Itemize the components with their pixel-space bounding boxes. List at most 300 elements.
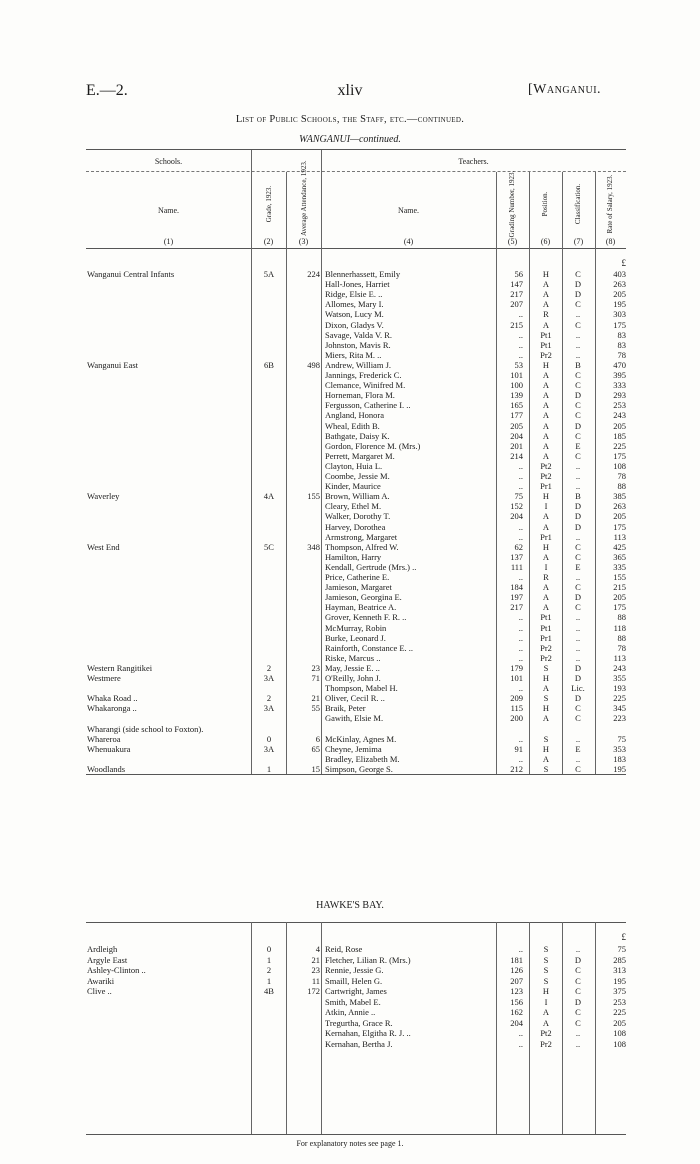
teacher-name: Jamieson, Margaret	[325, 582, 392, 593]
position: Pt1	[540, 622, 552, 633]
grade: 5C	[264, 541, 274, 552]
grading-number: ..	[518, 632, 523, 643]
table-row	[0, 997, 700, 1008]
position: Pt1	[540, 329, 552, 340]
salary: 83	[617, 339, 626, 350]
position: A	[542, 683, 550, 694]
grading-number: 217	[510, 289, 523, 300]
grading-number: 56	[514, 269, 523, 279]
teacher-name: Cartwright, James	[325, 986, 387, 996]
classification: ..	[575, 349, 581, 360]
teacher-name: Hall-Jones, Harriet	[325, 279, 390, 290]
grading-number: ..	[518, 460, 523, 471]
col-number: (8)	[605, 237, 616, 246]
grading-number: ..	[518, 1038, 523, 1049]
salary: 263	[613, 501, 626, 512]
grade: 1	[266, 975, 272, 986]
grading-number: ..	[518, 572, 523, 582]
grading-number: ..	[518, 652, 523, 663]
classification: C	[575, 370, 581, 380]
salary: 78	[617, 642, 626, 653]
table-row	[0, 1028, 700, 1039]
position: A	[542, 582, 550, 593]
position: H	[542, 673, 550, 683]
teacher-name: Brown, William A.	[325, 491, 390, 502]
position: S	[543, 954, 549, 965]
school-name: Wanganui East	[87, 359, 139, 370]
grading-number: 207	[510, 975, 523, 986]
teacher-name: Rennie, Jessie G.	[325, 965, 384, 975]
teacher-name: Wheal, Edith B.	[325, 420, 380, 431]
position: R	[543, 309, 549, 320]
salary: 175	[613, 521, 626, 532]
attendance: 172	[307, 986, 320, 996]
salary: 88	[617, 481, 626, 492]
salary: 108	[613, 1038, 626, 1049]
grading-number: 212	[510, 763, 523, 774]
position: I	[544, 996, 548, 1007]
position: R	[543, 572, 549, 582]
grading-number: 115	[510, 703, 523, 714]
school-name: Waverley	[87, 491, 120, 502]
grade: 0	[266, 944, 272, 954]
school-name: West End	[87, 541, 120, 552]
position: I	[544, 501, 548, 512]
classification: E	[575, 561, 581, 572]
classification: ..	[575, 339, 581, 350]
grade: 2	[266, 693, 272, 704]
teacher-name: Thompson, Alfred W.	[325, 541, 399, 552]
position: A	[542, 713, 550, 724]
position: Pr1	[540, 531, 552, 542]
position: A	[542, 289, 550, 300]
salary: 183	[613, 753, 626, 764]
teacher-name: Savage, Valda V. R.	[325, 329, 393, 340]
table-row	[0, 976, 700, 987]
classification: C	[575, 541, 581, 552]
teacher-name: Allomes, Mary I.	[325, 299, 384, 310]
classification: D	[574, 996, 582, 1007]
grading-number: ..	[518, 349, 523, 360]
grading-number: ..	[518, 521, 523, 532]
grading-number: 165	[510, 400, 523, 411]
grade: 3A	[263, 743, 275, 754]
table-row	[0, 986, 700, 997]
teacher-name: Jannings, Frederick C.	[325, 370, 402, 380]
salary: 88	[617, 632, 626, 643]
salary: 425	[613, 541, 626, 552]
salary: 108	[613, 1028, 626, 1038]
grade: 6B	[264, 359, 274, 370]
grading-number: ..	[518, 944, 523, 954]
school-name: Whakaronga ..	[87, 703, 137, 714]
school-name: Western Rangitikei	[87, 662, 153, 673]
grade: 1	[266, 954, 272, 965]
position: A	[542, 511, 550, 522]
page-number: xliv	[337, 82, 363, 99]
teacher-name: Atkin, Annie ..	[325, 1007, 376, 1017]
position: A	[542, 521, 550, 532]
position: Pt2	[540, 1028, 552, 1038]
classification: D	[574, 521, 582, 532]
salary: 285	[613, 954, 626, 965]
position: A	[542, 1007, 550, 1017]
school-name: Wharangi (side school to Foxton).	[87, 723, 204, 734]
classification: C	[575, 430, 581, 441]
school-name: Whareroa	[87, 733, 121, 744]
salary: 205	[613, 592, 626, 603]
classification: C	[575, 319, 581, 330]
salary: 155	[613, 572, 626, 582]
position: H	[542, 986, 550, 996]
classification: ..	[575, 622, 581, 633]
classification: D	[574, 662, 582, 673]
classification: ..	[575, 309, 581, 320]
attendance: 348	[307, 541, 320, 552]
classification: D	[574, 592, 582, 603]
table-row	[0, 1018, 700, 1029]
table-top-rule	[86, 149, 626, 150]
position: A	[542, 753, 550, 764]
salary: 263	[613, 279, 626, 290]
classification: ..	[575, 471, 581, 481]
position: A	[542, 602, 550, 613]
teacher-name: Braik, Peter	[325, 703, 366, 714]
attendance: 224	[307, 269, 320, 279]
position: A	[542, 1017, 550, 1028]
grade: 3A	[263, 703, 275, 714]
school-name: Awariki	[87, 975, 115, 986]
classification: C	[575, 986, 581, 996]
school-name: Argyle East	[87, 954, 128, 965]
grading-number: 91	[514, 743, 523, 754]
classification-header: Classification.	[574, 183, 582, 225]
classification: E	[575, 440, 581, 451]
salary-header: Rate of Salary, 1923.	[606, 174, 614, 234]
position: Pr2	[540, 652, 552, 663]
teacher-name: Coombe, Jessie M.	[325, 471, 390, 481]
teacher-name: Rainforth, Constance E. ..	[325, 642, 414, 653]
salary: 355	[613, 673, 626, 683]
position: A	[542, 592, 550, 603]
classification: C	[575, 703, 581, 714]
teacher-name: Fergusson, Catherine I. ..	[325, 400, 411, 411]
salary: 345	[613, 703, 626, 714]
classification: D	[574, 289, 582, 300]
grading-number: 184	[510, 582, 523, 593]
currency-symbol: £	[621, 258, 626, 268]
salary: 193	[613, 683, 626, 694]
teacher-name: Kernahan, Bertha J.	[325, 1038, 393, 1049]
grading-number: 177	[510, 410, 523, 421]
salary: 395	[613, 370, 626, 380]
salary: 215	[613, 582, 626, 593]
grading-number: ..	[518, 471, 523, 481]
col-number: (5)	[507, 237, 518, 246]
position: H	[542, 491, 550, 502]
position: A	[542, 410, 550, 421]
grading-number: 197	[510, 592, 523, 603]
teacher-name: Hayman, Beatrice A.	[325, 602, 397, 613]
salary: 365	[613, 551, 626, 562]
footnote: For explanatory notes see page 1.	[296, 1139, 404, 1148]
salary: 83	[617, 329, 626, 340]
salary: 108	[613, 460, 626, 471]
grading-number: 139	[510, 390, 523, 401]
classification: C	[575, 965, 581, 975]
schools-header: Schools.	[154, 157, 183, 166]
teacher-name: Jamieson, Georgina E.	[325, 592, 402, 603]
classification: ..	[575, 481, 581, 492]
running-head: [Wanganui.	[528, 82, 602, 97]
classification: ..	[575, 460, 581, 471]
grading-number: 100	[510, 380, 523, 391]
col-number: (4)	[403, 237, 414, 246]
position: Pr1	[540, 632, 552, 643]
position: S	[543, 944, 549, 954]
grade: 3A	[263, 673, 275, 683]
position: H	[542, 359, 550, 370]
teacher-name: Kinder, Maurice	[325, 481, 381, 492]
position: Pt2	[540, 471, 552, 481]
attendance-header: Average Attendance, 1923.	[300, 160, 308, 236]
salary: 253	[613, 400, 626, 411]
position: S	[543, 693, 549, 704]
salary: 185	[613, 430, 626, 441]
salary: 113	[613, 531, 626, 542]
grade-header: Grade, 1923.	[265, 185, 273, 223]
position: A	[542, 370, 550, 380]
classification: E	[575, 743, 581, 754]
region-title: WANGANUI—continued.	[299, 134, 401, 145]
grading-number: 181	[510, 954, 523, 965]
teacher-name: Kernahan, Elgitha R. J. ..	[325, 1028, 411, 1038]
grading-number: ..	[518, 642, 523, 653]
attendance: 21	[311, 693, 320, 704]
salary: 205	[613, 1017, 626, 1028]
position-header: Position.	[541, 191, 549, 217]
teacher-name: Bradley, Elizabeth M.	[325, 753, 400, 764]
salary: 335	[613, 561, 626, 572]
classification: B	[575, 359, 581, 370]
salary: 88	[617, 612, 626, 623]
teacher-name: Blennerhassett, Emily	[325, 269, 401, 279]
teacher-name: Riske, Marcus ..	[325, 652, 381, 663]
attendance: 15	[311, 763, 320, 774]
grade: 4B	[264, 986, 274, 996]
teacher-name: Smaill, Helen G.	[325, 975, 383, 986]
teacher-name: Burke, Leonard J.	[325, 632, 386, 643]
teacher-name: Kendall, Gertrude (Mrs.) ..	[325, 561, 417, 572]
salary: 293	[613, 390, 626, 401]
classification: ..	[575, 612, 581, 623]
classification: ..	[575, 642, 581, 653]
col-number: (3)	[298, 237, 309, 246]
grading-number: ..	[518, 733, 523, 744]
grading-number: 156	[510, 996, 523, 1007]
grading-number: 75	[514, 491, 523, 502]
grading-number: ..	[518, 481, 523, 492]
hawkes-bay-title: HAWKE'S BAY.	[316, 900, 384, 911]
teacher-name: Harvey, Dorothea	[325, 521, 386, 532]
teacher-name: Horneman, Flora M.	[325, 390, 395, 401]
classification: ..	[575, 632, 581, 643]
salary: 175	[613, 319, 626, 330]
table-row	[0, 944, 700, 955]
teachers-header: Teachers.	[458, 157, 489, 166]
grading-number: 207	[510, 299, 523, 310]
classification: C	[575, 299, 581, 310]
school-name: Woodlands	[87, 763, 126, 774]
teacher-name: Reid, Rose	[325, 944, 363, 954]
position: A	[542, 450, 550, 461]
grading-number: 62	[514, 541, 523, 552]
classification: D	[574, 390, 582, 401]
salary: 78	[617, 471, 626, 481]
salary: 225	[613, 693, 626, 704]
classification: C	[575, 582, 581, 593]
grading-number: 209	[510, 693, 523, 704]
teacher-name-header: Name.	[397, 206, 420, 215]
classification: ..	[575, 1028, 581, 1038]
teacher-name: Armstrong, Margaret	[325, 531, 398, 542]
grade: 1	[266, 763, 272, 774]
position: H	[542, 743, 550, 754]
teacher-name: McMurray, Robin	[325, 622, 387, 633]
classification: C	[575, 1017, 581, 1028]
grading-number: ..	[518, 1028, 523, 1038]
classification: D	[574, 954, 582, 965]
salary: 195	[613, 975, 626, 986]
attendance: 6	[315, 733, 320, 744]
grading-number: 215	[510, 319, 523, 330]
grading-number: 162	[510, 1007, 523, 1017]
salary: 175	[613, 450, 626, 461]
header-bottom-rule	[86, 248, 626, 249]
grading-number: 217	[510, 602, 523, 613]
classification: ..	[575, 329, 581, 340]
grading-number: 205	[510, 420, 523, 431]
position: Pr1	[540, 481, 552, 492]
teacher-name: Grover, Kenneth F. R. ..	[325, 612, 407, 623]
school-name: Ardleigh	[87, 944, 118, 954]
school-name: Whaka Road ..	[87, 693, 138, 704]
attendance: 21	[311, 954, 320, 965]
classification: C	[575, 269, 581, 279]
classification: D	[574, 420, 582, 431]
col-number: (2)	[263, 237, 274, 246]
teacher-name: Miers, Rita M. ..	[325, 349, 382, 360]
classification: D	[574, 501, 582, 512]
grading-number: 126	[510, 965, 523, 975]
hawkes-top-rule	[86, 922, 626, 923]
school-name-header: Name.	[157, 206, 180, 215]
salary: 375	[613, 986, 626, 996]
salary: 303	[613, 309, 626, 320]
attendance: 23	[311, 965, 320, 975]
classification: Lic.	[571, 683, 585, 694]
salary: 205	[613, 289, 626, 300]
teacher-name: Gordon, Florence M. (Mrs.)	[325, 440, 421, 451]
teacher-name: Clayton, Huia L.	[325, 460, 383, 471]
header-divider	[86, 171, 626, 172]
grade: 0	[266, 733, 272, 744]
table-row	[0, 965, 700, 976]
position: A	[542, 420, 550, 431]
grade: 2	[266, 965, 272, 975]
salary: 195	[613, 763, 626, 774]
classification: D	[574, 511, 582, 522]
col-number: (7)	[573, 237, 584, 246]
grading-number: 214	[510, 450, 523, 461]
grade: 4A	[263, 491, 275, 502]
position: S	[543, 965, 549, 975]
grading-number: 204	[510, 511, 523, 522]
position: A	[542, 380, 550, 391]
grade: 2	[266, 662, 272, 673]
grading-number: ..	[518, 612, 523, 623]
position: S	[543, 763, 549, 774]
position: Pr2	[540, 349, 552, 360]
classification: ..	[575, 572, 581, 582]
salary: 243	[613, 662, 626, 673]
salary: 75	[617, 944, 626, 954]
salary: 113	[613, 652, 626, 663]
grading-header: Grading Number, 1923.	[508, 170, 516, 238]
grading-number: 200	[510, 713, 523, 724]
classification: C	[575, 410, 581, 421]
teacher-name: Perrett, Margaret M.	[325, 450, 395, 461]
school-name: Wanganui Central Infants	[87, 269, 175, 279]
grading-number: ..	[518, 753, 523, 764]
position: S	[543, 662, 549, 673]
teacher-name: Hamilton, Harry	[325, 551, 382, 562]
page-code: E.—2.	[86, 82, 128, 99]
salary: 78	[617, 349, 626, 360]
position: Pt2	[540, 460, 552, 471]
col-number: (1)	[163, 237, 174, 246]
attendance: 23	[311, 662, 320, 673]
attendance: 498	[307, 359, 320, 370]
grading-number: 123	[510, 986, 523, 996]
grading-number: ..	[518, 683, 523, 694]
classification: ..	[575, 733, 581, 744]
teacher-name: O'Reilly, John J.	[325, 673, 381, 683]
position: A	[542, 279, 550, 290]
classification: ..	[575, 753, 581, 764]
grading-number: ..	[518, 622, 523, 633]
grading-number: 204	[510, 1017, 523, 1028]
classification: D	[574, 673, 582, 683]
salary: 385	[613, 491, 626, 502]
grading-number: 101	[510, 370, 523, 380]
position: Pr2	[540, 642, 552, 653]
teacher-name: Tregurtha, Grace R.	[325, 1017, 393, 1028]
teacher-name: Smith, Mabel E.	[325, 996, 381, 1007]
classification: C	[575, 713, 581, 724]
grading-number: 53	[514, 359, 523, 370]
attendance: 155	[307, 491, 320, 502]
salary: 313	[613, 965, 626, 975]
position: Pt1	[540, 612, 552, 623]
classification: C	[575, 400, 581, 411]
position: I	[544, 561, 548, 572]
teacher-name: Fletcher, Lilian R. (Mrs.)	[325, 954, 411, 965]
teacher-name: Andrew, William J.	[325, 359, 391, 370]
classification: ..	[575, 1038, 581, 1049]
teacher-name: Clemance, Winifred M.	[325, 380, 406, 391]
classification: D	[574, 693, 582, 704]
